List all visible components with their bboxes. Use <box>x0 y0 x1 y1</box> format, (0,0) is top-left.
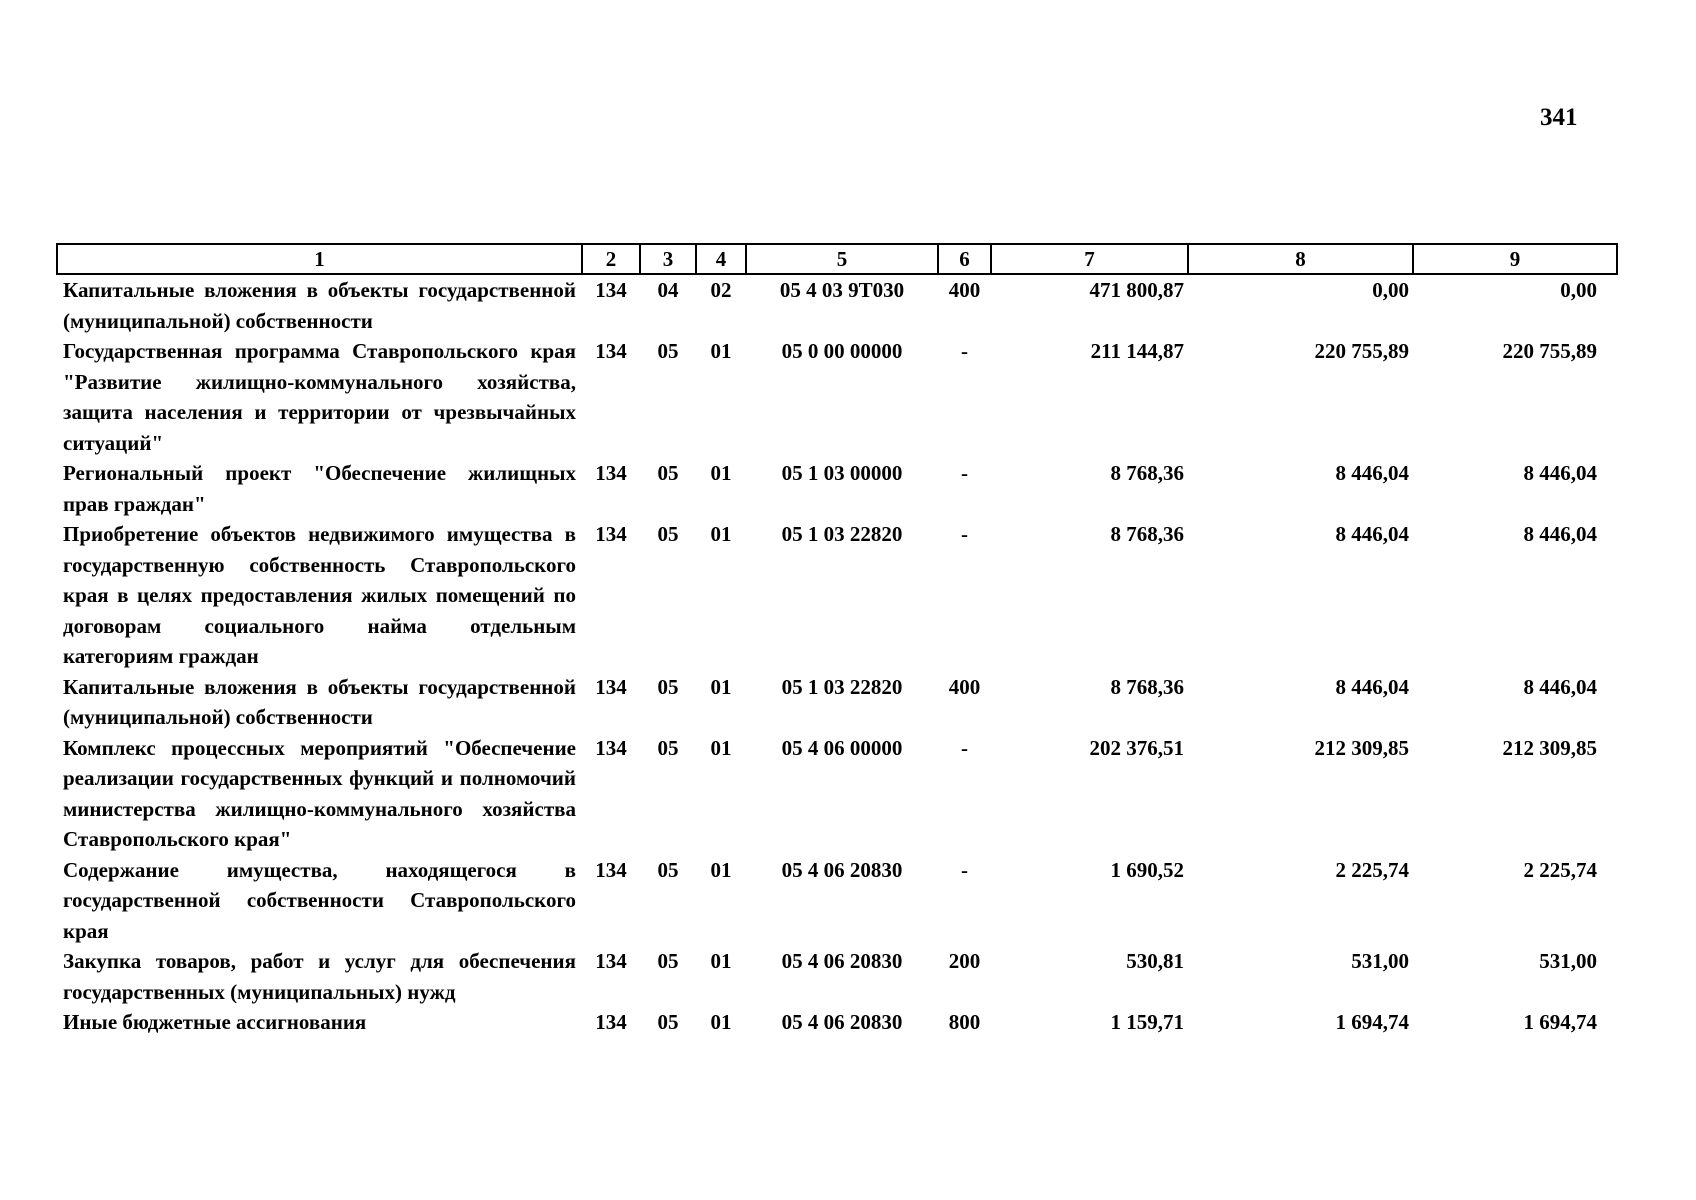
table-row <box>57 855 1617 947</box>
cell-section: 05 <box>657 857 679 882</box>
cell-admin-code: 134 <box>595 461 627 485</box>
cell-target-article: 05 1 03 22820 <box>781 674 903 699</box>
cell-amount-year3: 212 309,85 <box>1502 735 1597 760</box>
table-row <box>57 733 1617 855</box>
cell-expense-type: - <box>961 339 968 363</box>
cell-amount-year2: 531,00 <box>1351 949 1409 973</box>
cell-amount-year1: 8 768,36 <box>1110 674 1184 699</box>
cell-amount-year3: 1 694,74 <box>1523 1010 1597 1034</box>
cell-target-article: 05 4 03 9Т030 <box>779 278 905 302</box>
cell-admin-code: 134 <box>595 278 627 302</box>
cell-amount-year3: 8 446,04 <box>1523 522 1597 546</box>
cell-admin-code: 134 <box>595 674 627 699</box>
column-header: 6 <box>938 244 991 274</box>
cell-amount-year3: 0,00 <box>1560 278 1597 302</box>
cell-amount-year2: 8 446,04 <box>1335 522 1409 546</box>
cell-expense-type: - <box>961 857 968 882</box>
table-row <box>57 672 1617 733</box>
row-name: Иные бюджетные ассигнования <box>63 1010 367 1034</box>
cell-expense-type: 400 <box>948 278 981 302</box>
cell-amount-year3: 531,00 <box>1539 949 1597 973</box>
cell-subsection: 01 <box>710 857 732 882</box>
row-name: Закупка товаров, работ и услуг для обеспечения государственных (муниципальных) нужд <box>63 949 576 1004</box>
cell-subsection: 01 <box>710 1010 732 1034</box>
cell-amount-year3: 8 446,04 <box>1523 674 1597 699</box>
row-name: Региональный проект "Обеспечение жилищных прав граждан" <box>63 461 576 516</box>
cell-section: 05 <box>657 674 679 699</box>
cell-section: 05 <box>657 522 679 546</box>
cell-admin-code: 134 <box>595 857 627 882</box>
cell-subsection: 01 <box>710 949 732 973</box>
cell-section: 04 <box>657 278 679 302</box>
table-row <box>57 946 1617 1007</box>
row-name: Комплекс процессных мероприятий "Обеспечение реализации государственных функций и полномочий министерства жилищно-коммунального хозяйства Ставропольского края" <box>63 735 576 851</box>
cell-amount-year2: 220 755,89 <box>1314 339 1409 363</box>
cell-amount-year1: 1 690,52 <box>1110 857 1184 882</box>
cell-amount-year2: 2 225,74 <box>1335 857 1409 882</box>
cell-section: 05 <box>657 1010 679 1034</box>
cell-target-article: 05 1 03 22820 <box>781 522 903 546</box>
cell-subsection: 01 <box>710 461 732 485</box>
cell-target-article: 05 4 06 20830 <box>781 949 903 973</box>
column-header: 3 <box>640 244 696 274</box>
cell-amount-year2: 0,00 <box>1372 278 1409 302</box>
cell-section: 05 <box>657 735 679 760</box>
cell-amount-year1: 211 144,87 <box>1090 339 1184 363</box>
cell-amount-year3: 2 225,74 <box>1523 857 1597 882</box>
column-header: 5 <box>746 244 938 274</box>
cell-target-article: 05 4 06 00000 <box>781 735 903 760</box>
column-header: 2 <box>582 244 640 274</box>
row-name: Капитальные вложения в объекты государственной (муниципальной) собственности <box>63 278 576 333</box>
cell-amount-year1: 471 800,87 <box>1089 278 1184 302</box>
cell-amount-year1: 202 376,51 <box>1089 735 1184 760</box>
cell-admin-code: 134 <box>595 522 627 546</box>
column-header: 4 <box>696 244 746 274</box>
cell-amount-year1: 530,81 <box>1126 949 1184 973</box>
cell-admin-code: 134 <box>595 1010 627 1034</box>
cell-expense-type: 200 <box>948 949 981 973</box>
cell-target-article: 05 4 06 20830 <box>781 1010 903 1034</box>
table-row <box>57 1007 1617 1038</box>
cell-target-article: 05 4 06 20830 <box>781 857 903 882</box>
page-number: 341 <box>1540 104 1578 131</box>
table-header-row <box>57 244 1617 274</box>
cell-amount-year1: 1 159,71 <box>1110 1010 1184 1034</box>
table-row <box>57 458 1617 519</box>
row-name: Приобретение объектов недвижимого имущества в государственную собственность Ставропольского края в целях предоставления жилых помещений по договорам социального найма отдельным категориям граждан <box>63 522 576 668</box>
column-header: 1 <box>57 244 582 274</box>
cell-section: 05 <box>657 461 679 485</box>
column-header: 7 <box>991 244 1188 274</box>
cell-amount-year2: 8 446,04 <box>1335 674 1409 699</box>
cell-amount-year2: 8 446,04 <box>1335 461 1409 485</box>
cell-expense-type: 400 <box>948 674 981 699</box>
cell-section: 05 <box>657 339 679 363</box>
row-name: Содержание имущества, находящегося в государственной собственности Ставропольского края <box>63 857 576 943</box>
cell-expense-type: 800 <box>948 1010 981 1034</box>
cell-subsection: 01 <box>710 339 732 363</box>
cell-admin-code: 134 <box>595 735 627 760</box>
table-row <box>57 336 1617 458</box>
cell-subsection: 01 <box>710 735 732 760</box>
cell-admin-code: 134 <box>595 339 627 363</box>
cell-subsection: 01 <box>710 674 732 699</box>
cell-amount-year2: 212 309,85 <box>1314 735 1409 760</box>
cell-section: 05 <box>657 949 679 973</box>
cell-expense-type: - <box>961 522 968 546</box>
cell-amount-year2: 1 694,74 <box>1335 1010 1409 1034</box>
row-name: Капитальные вложения в объекты государственной (муниципальной) собственности <box>63 674 576 729</box>
cell-amount-year3: 220 755,89 <box>1502 339 1597 363</box>
cell-expense-type: - <box>961 735 968 760</box>
column-header: 8 <box>1188 244 1413 274</box>
cell-amount-year3: 8 446,04 <box>1523 461 1597 485</box>
cell-target-article: 05 1 03 00000 <box>781 461 903 485</box>
budget-table <box>56 243 1618 1038</box>
cell-target-article: 05 0 00 00000 <box>781 339 903 363</box>
cell-amount-year1: 8 768,36 <box>1110 522 1184 546</box>
cell-subsection: 02 <box>710 278 732 302</box>
row-name: Государственная программа Ставропольского края "Развитие жилищно-коммунального хозяйства, защита населения и территории от чрезвычайных ситуаций" <box>63 339 576 455</box>
cell-admin-code: 134 <box>595 949 627 973</box>
table-row <box>57 274 1617 336</box>
cell-amount-year1: 8 768,36 <box>1110 461 1184 485</box>
column-header: 9 <box>1413 244 1617 274</box>
cell-subsection: 01 <box>710 522 732 546</box>
cell-expense-type: - <box>961 461 968 485</box>
table-row <box>57 519 1617 672</box>
